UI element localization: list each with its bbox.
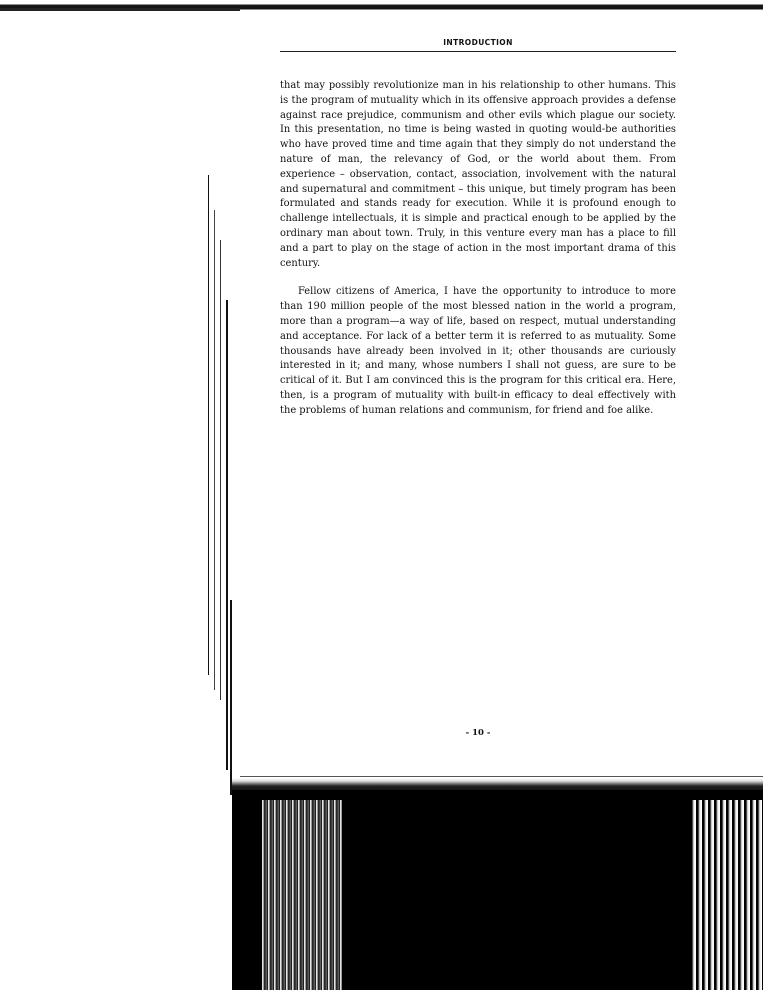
page-number: - 10 -: [465, 728, 491, 738]
page-stack-fringe-right: [690, 800, 763, 990]
paragraph-2: Fellow citizens of America, I have the opportunity to introduce to more than 190 million people of the most blessed nation in the world a program, more than a program—a way of life, based on respect, mutual understanding and acceptance. For lack of a better term it is referred to as mutuality. Some thousands have already been involved in it; other thousands are curiously interested in it; and many, whose numbers I shall not guess, are sure to be critical of it. But I am convinced this is the program for this critical era. Here, then, is a program of mutuality with built-in efficacy to deal effectively with the problems of human relations and communism, for friend and foe alike.: [280, 286, 676, 416]
spine-line: [226, 300, 228, 770]
spine-line: [230, 600, 232, 795]
spine-line: [220, 240, 221, 700]
page-stack-fringe-left: [262, 800, 342, 990]
spine-line: [214, 210, 215, 690]
spine-line: [208, 175, 209, 675]
bottom-page-edge-line: [240, 776, 763, 777]
paragraph-1: that may possibly revolutionize man in his relationship to other humans. This is the program of mutuality which in its offensive approach provides a defense against race prejudice, communism and other evils which plague our society. In this presentation, no time is being wasted in quoting would-be authorities who have proved time and time again that they simply do not understand the nature of man, the relevancy of God, or the world about them. From experience – observation, contact, association, involvement with the natural and supernatural and commitment – this unique, but timely program has been formulated and stands ready for execution. While it is profound enough to challenge intellectuals, it is simple and practical enough to be applied by the ordinary man about town. Truly, in this venture every man has a place to fill and a part to play on the stage of action in the most important drama of this century.: [280, 80, 676, 269]
top-edge-shadow: [0, 8, 240, 11]
running-head: INTRODUCTION: [443, 38, 513, 47]
body-text: [280, 79, 676, 433]
running-head-rule: [280, 51, 676, 52]
